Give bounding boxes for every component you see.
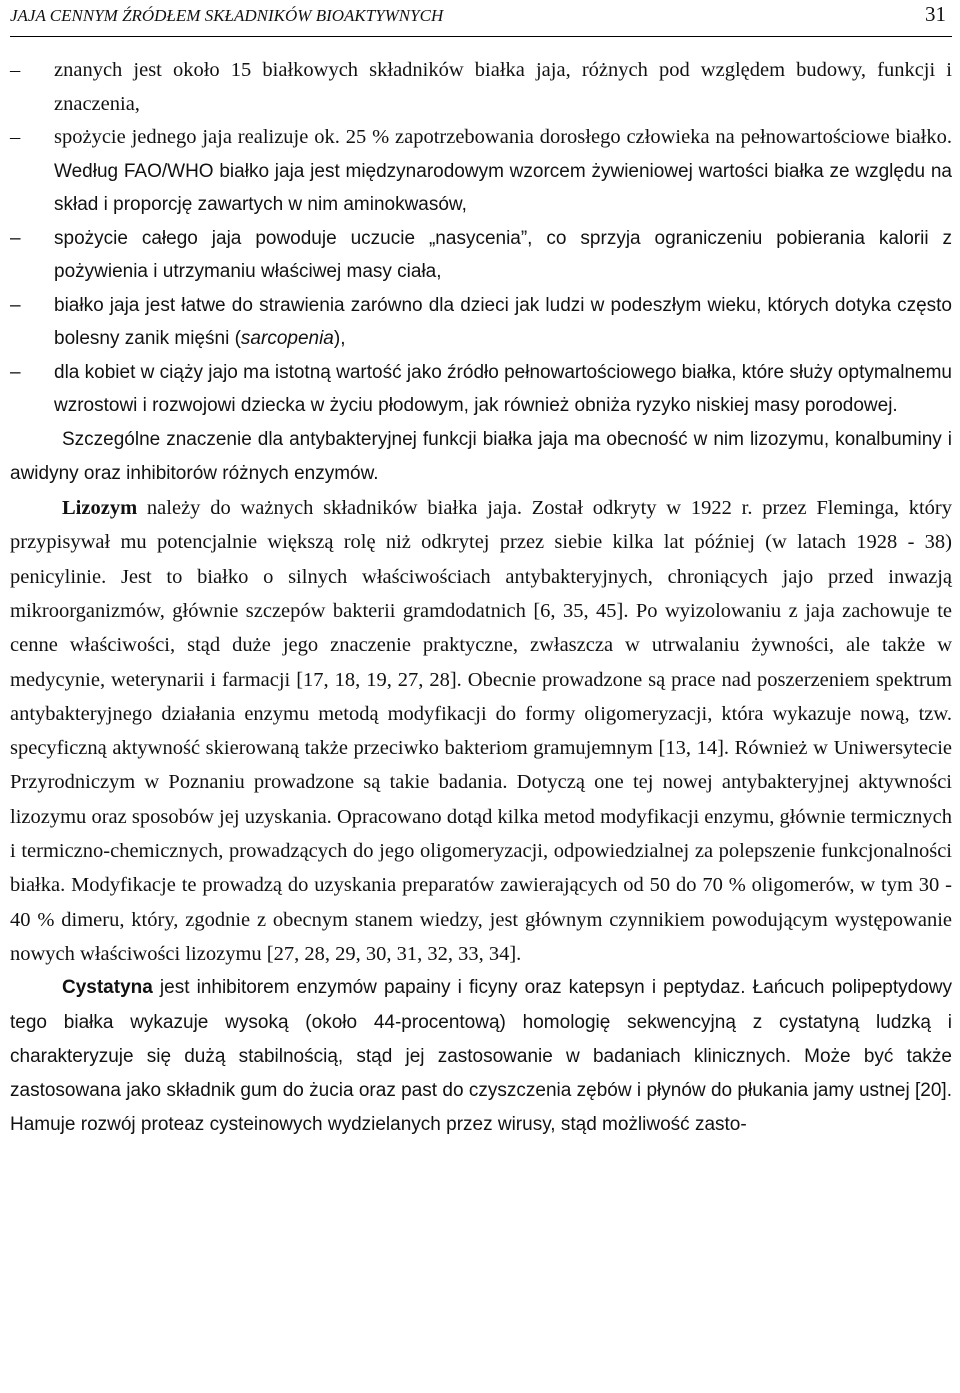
- list-item-text: białko jaja jest łatwe do strawienia zarówno dla dzieci jak ludzi w podeszłym wieku, których dotyka często bolesny zanik mięśni (: [54, 294, 952, 349]
- list-item-text: dla kobiet w ciąży jajo ma istotną wartość jako źródło pełnowartościowego białka, które służy optymalnemu wzrostowi i rozwojowi dziecka w życiu płodowym, jak również obniża ryzyko niskiej masy porodowej.: [54, 361, 952, 416]
- paragraph-lysozyme: [10, 491, 952, 971]
- term-lysozyme: Lizozym: [62, 497, 138, 520]
- list-item-text: spożycie całego jaja powoduje uczucie „nasycenia”, co sprzyja ograniczeniu pobierania kalorii z pożywienia i utrzymaniu właściwej masy ciała,: [54, 227, 952, 282]
- paragraph-text: należy do ważnych składników białka jaja. Został odkryty w 1922 r. przez Fleminga, który przypisywał mu potencjalnie większą rolę niż odkrytej przez siebie kilka lat później (w latach 1928 - 38) penicylinie. Jest to białko o silnych właściwościach antybakteryjnych, chroniących jajo przed inwazją mikroorganizmów, głównie szczepów bakterii gramdodatnich [6, 35, 45]. Po wyizolowaniu z jaja zachowuje te cenne właściwości, stąd duże jego znaczenie praktyczne, zwłaszcza w utrwalaniu żywności, ale także w medycynie, weterynarii i farmacji [17, 18, 19, 27, 28]. Obecnie prowadzone są prace nad poszerzeniem spektrum antybakteryjnego działania enzymu metodą modyfikacji do formy oligomeryzacji, która wykazuje nową, tzw. specyficzną aktywność skierowaną także przeciwko bakteriom gramujemnym [13, 14]. Również w Uniwersytecie Przyrodniczym w Poznaniu prowadzone są takie badania. Dotyczą one tej nowej antybakteryjnej aktywności lizozymu oraz sposobów jej uzyskania. Opracowano dotąd kilka metod modyfikacji enzymu, głównie termicznych i termiczno-chemicznych, prowadzących do jego oligomeryzacji, odpowiedzialnej za polepszenie funkcjonalności białka. Modyfikacje te prowadzą do uzyskania preparatów zawierających od 50 do 70 % oligomerów, w tym 30 - 40 % dimeru, który, zgodnie z obecnym stanem wiedzy, jest głównym czynnikiem powodującym występowanie nowych właściwości lizozymu [27, 28, 29, 30, 31, 32, 33, 34].: [10, 497, 952, 965]
- paragraph-antibacterial: [10, 423, 952, 492]
- latin-term: sarcopenia: [240, 328, 334, 349]
- list-item: [10, 356, 952, 423]
- paragraph-text: jest inhibitorem enzymów papainy i ficyny oraz katepsyn i peptydaz. Łańcuch polipeptydowy tego białka wykazuje wysoką (około 44-procentową) homologię sekwencyjną z cystatyną ludzką i charakteryzuje się dużą stabilnością, stąd jej zastosowanie w badaniach klinicznych. Może być także zastosowana jako składnik gum do żucia oraz past do czyszczenia zębów i płynów do płukania jamy ustnej [20]. Hamuje rozwój proteaz cysteinowych wydzielanych przez wirusy, stąd możliwość zasto-: [10, 977, 952, 1136]
- paragraph-cystatin: [10, 971, 952, 1142]
- paragraph-text: Szczególne znaczenie dla antybakteryjnej funkcji białka jaja ma obecność w nim lizozymu, konalbuminy i awidyny oraz inhibitorów różnych enzymów.: [10, 428, 952, 484]
- list-item: [10, 54, 952, 121]
- body-text: [10, 54, 952, 1143]
- list-item-text: spożycie jednego jaja realizuje ok. 25 % zapotrzebowania dorosłego człowieka na pełnowartościowe białko.: [54, 126, 952, 148]
- page-number: 31: [925, 2, 946, 26]
- running-title: JAJA CENNYM ŹRÓDŁEM SKŁADNIKÓW BIOAKTYWNYCH: [10, 6, 444, 25]
- list-item: [10, 222, 952, 289]
- list-item-text-sans: Według FAO/WHO białko jaja jest międzynarodowym wzorcem żywieniowej wartości białka ze względu na skład i proporcję zawartych w nim aminokwasów,: [54, 160, 952, 215]
- term-cystatin: Cystatyna: [62, 977, 153, 999]
- list-item-text: znanych jest około 15 białkowych składników białka jaja, różnych pod względem budowy, funkcji i znaczenia,: [54, 59, 952, 115]
- benefits-list: [10, 54, 952, 423]
- list-item: [10, 121, 952, 222]
- list-item-text: ),: [333, 328, 346, 349]
- running-header: [10, 0, 952, 37]
- list-item: [10, 289, 952, 356]
